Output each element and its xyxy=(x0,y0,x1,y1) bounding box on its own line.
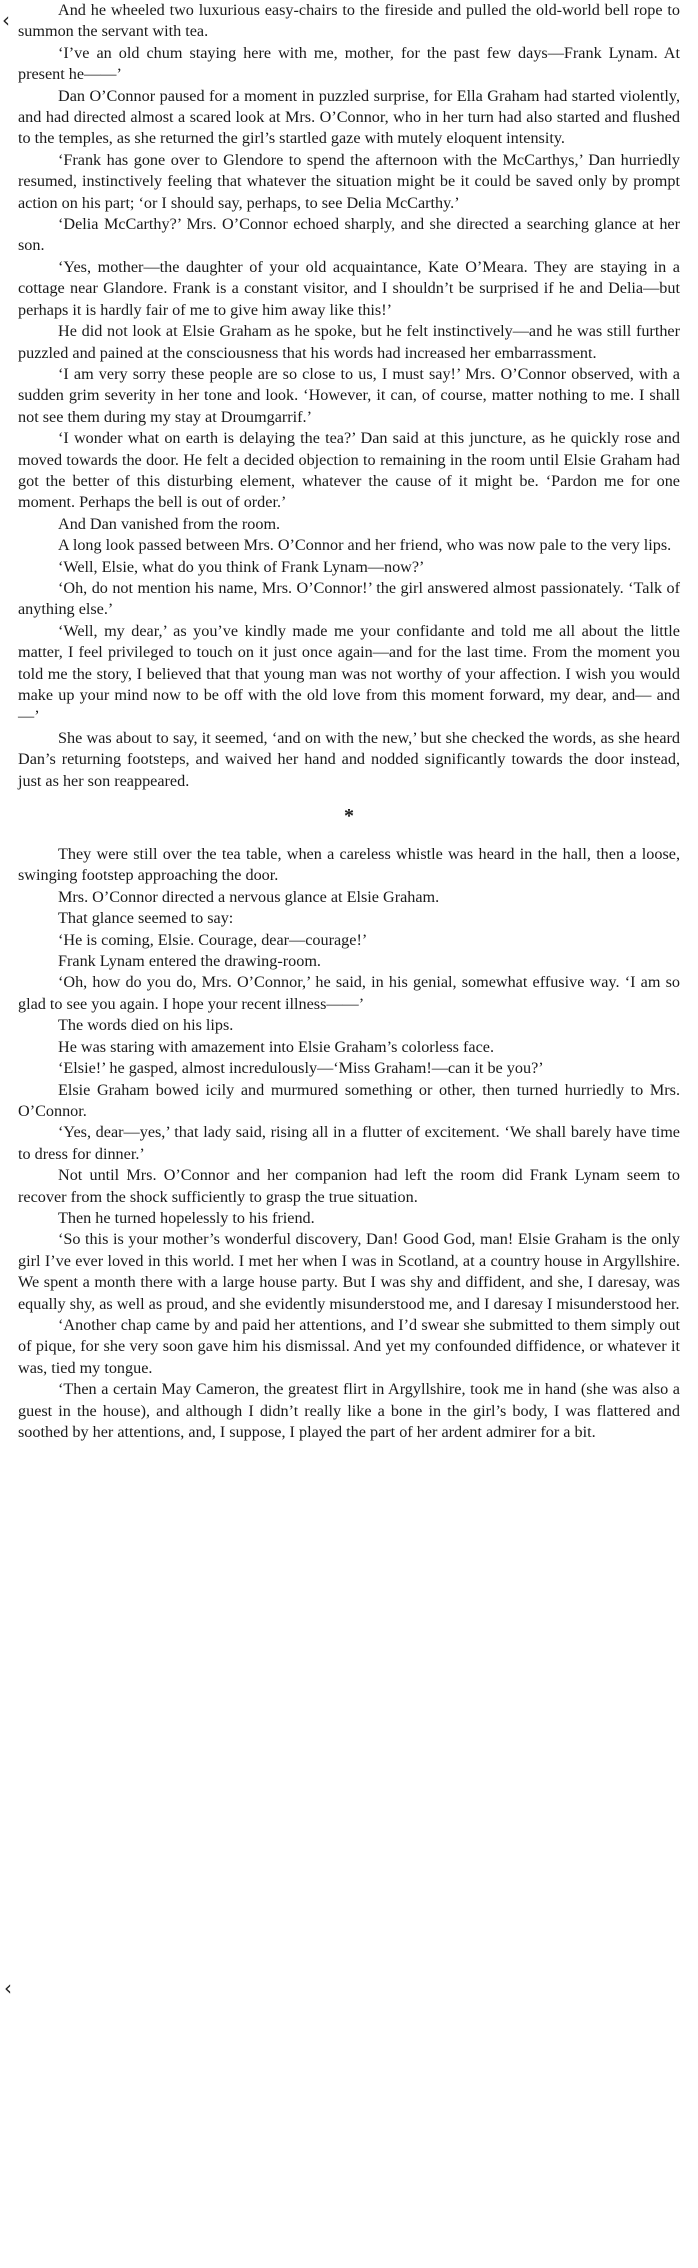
paragraph: ‘I am very sorry these people are so close to us, I must say!’ Mrs. O’Connor observed, with a sudden grim severity in her tone and look. ‘However, it can, of course, matter nothing to me. I shall not see them during my stay at Droumgarrif.’ xyxy=(18,364,680,426)
paragraph: ‘Delia McCarthy?’ Mrs. O’Connor echoed sharply, and she directed a searching glance at her son. xyxy=(18,215,680,255)
paragraph: Mrs. O’Connor directed a nervous glance at Elsie Graham. xyxy=(58,887,440,906)
paragraph: A long look passed between Mrs. O’Connor and her friend, who was now pale to the very lips. xyxy=(58,536,672,555)
margin-pencil-mark-bottom: ‹ xyxy=(4,1976,12,2000)
article-section-1 xyxy=(18,0,680,792)
paragraph: ‘Well, my dear,’ as you’ve kindly made me your confidante and told me all about the little matter, I feel privileged to touch on it just once again—and for the last time. From the moment you told me the story, I believed that that young man was not worthy of your affection. I wish you would make up your mind now to be off with the old love from this moment forward, my dear, and— and—’ xyxy=(18,621,680,726)
section-break-asterisk: * xyxy=(344,805,354,828)
paragraph: Dan O’Connor paused for a moment in puzzled surprise, for Ella Graham had started violently, and had directed almost a scared look at Mrs. O’Connor, who in her turn had also started and flushed to the temples, as she returned the girl’s startled gaze with mutely eloquent intensity. xyxy=(18,86,680,148)
paragraph: And he wheeled two luxurious easy-chairs to the fireside and pulled the old-world bell rope to summon the servant with tea. xyxy=(18,1,680,41)
article-column xyxy=(18,0,680,1443)
paragraph: ‘Then a certain May Cameron, the greatest flirt in Argyllshire, took me in hand (she was also a guest in the house), and although I didn’t really like a bone in the girl’s body, I was flattered and soothed by her attentions, and, I suppose, I played the part of her ardent admirer for a bit. xyxy=(18,1380,680,1441)
paragraph: ‘I’ve an old chum staying here with me, mother, for the past few days—Frank Lynam. At present he——’ xyxy=(18,43,680,84)
article-section-2 xyxy=(18,844,680,1443)
paragraph: ‘Yes, dear—yes,’ that lady said, rising all in a flutter of excitement. ‘We shall barely have time to dress for dinner.’ xyxy=(18,1123,680,1163)
paragraph: ‘I wonder what on earth is delaying the tea?’ Dan said at this juncture, as he quickly rose and moved towards the door. He felt a decided objection to remaining in the room until Elsie Graham had got the better of this disturbing element, whatever the cause of it might be. ‘Pardon me for one moment. Perhaps the bell is out of order.’ xyxy=(18,429,680,512)
paragraph: ‘Well, Elsie, what do you think of Frank Lynam—now?’ xyxy=(58,557,425,576)
paragraph: Elsie Graham bowed icily and murmured something or other, then turned hurriedly to Mrs. O’Connor. xyxy=(18,1080,680,1120)
paragraph: ‘Another chap came by and paid her attentions, and I’d swear she submitted to them simply out of pique, for she very soon gave him his dismissal. And yet my confounded diffidence, or whatever it was, tied my tongue. xyxy=(18,1315,680,1377)
paragraph: ‘So this is your mother’s wonderful discovery, Dan! Good God, man! Elsie Graham is the only girl I’ve ever loved in this world. I met her when I was in Scotland, at a country house in Argyllshire. We spent a month there with a large house party. But I was shy and diffident, and she, I daresay, was equally shy, as well as proud, and she evidently misunderstood me, and I daresay I misunderstood her. xyxy=(18,1230,680,1313)
paragraph: Then he turned hopelessly to his friend. xyxy=(58,1208,315,1227)
paragraph: Frank Lynam entered the drawing-room. xyxy=(58,952,321,971)
paragraph: ‘Yes, mother—the daughter of your old acquaintance, Kate O’Meara. They are staying in a cottage near Glandore. Frank is a constant visitor, and I shouldn’t be surprised if he and Delia—but perhaps it is hardly fair of me to give him away like this!’ xyxy=(18,257,680,319)
paragraph: ‘Frank has gone over to Glendore to spend the afternoon with the McCarthys,’ Dan hurriedly resumed, instinctively feeling that whatever the situation might be it could be saved only by prompt action on his part; ‘or I should say, perhaps, to see Delia McCarthy.’ xyxy=(18,150,680,212)
paragraph: ‘Oh, how do you do, Mrs. O’Connor,’ he said, in his genial, somewhat effusive way. ‘I am so glad to see you again. I hope your recent illness——’ xyxy=(18,973,680,1013)
paragraph: ‘Oh, do not mention his name, Mrs. O’Connor!’ the girl answered almost passionately. ‘Talk of anything else.’ xyxy=(18,578,680,619)
paragraph: The words died on his lips. xyxy=(58,1016,234,1035)
paragraph: They were still over the tea table, when a careless whistle was heard in the hall, then a loose, swinging footstep approaching the door. xyxy=(18,845,680,885)
paragraph: ‘He is coming, Elsie. Courage, dear—courage!’ xyxy=(58,930,368,949)
paragraph: That glance seemed to say: xyxy=(58,909,234,928)
paragraph: He did not look at Elsie Graham as he spoke, but he felt instinctively—and he was still further puzzled and pained at the consciousness that his words had increased her embarrassment. xyxy=(18,322,680,362)
paragraph: He was staring with amazement into Elsie Graham’s colorless face. xyxy=(58,1037,495,1056)
paragraph: And Dan vanished from the room. xyxy=(58,514,281,533)
paragraph: ‘Elsie!’ he gasped, almost incredulously—‘Miss Graham!—can it be you?’ xyxy=(58,1059,544,1078)
paragraph: She was about to say, it seemed, ‘and on with the new,’ but she checked the words, as she heard Dan’s returning footsteps, and waived her hand and nodded significantly towards the door instead, just as her son reappeared. xyxy=(18,728,680,790)
margin-pencil-mark-top: ‹ xyxy=(2,8,10,32)
paragraph: Not until Mrs. O’Connor and her companion had left the room did Frank Lynam seem to recover from the shock sufficiently to grasp the true situation. xyxy=(18,1166,680,1206)
